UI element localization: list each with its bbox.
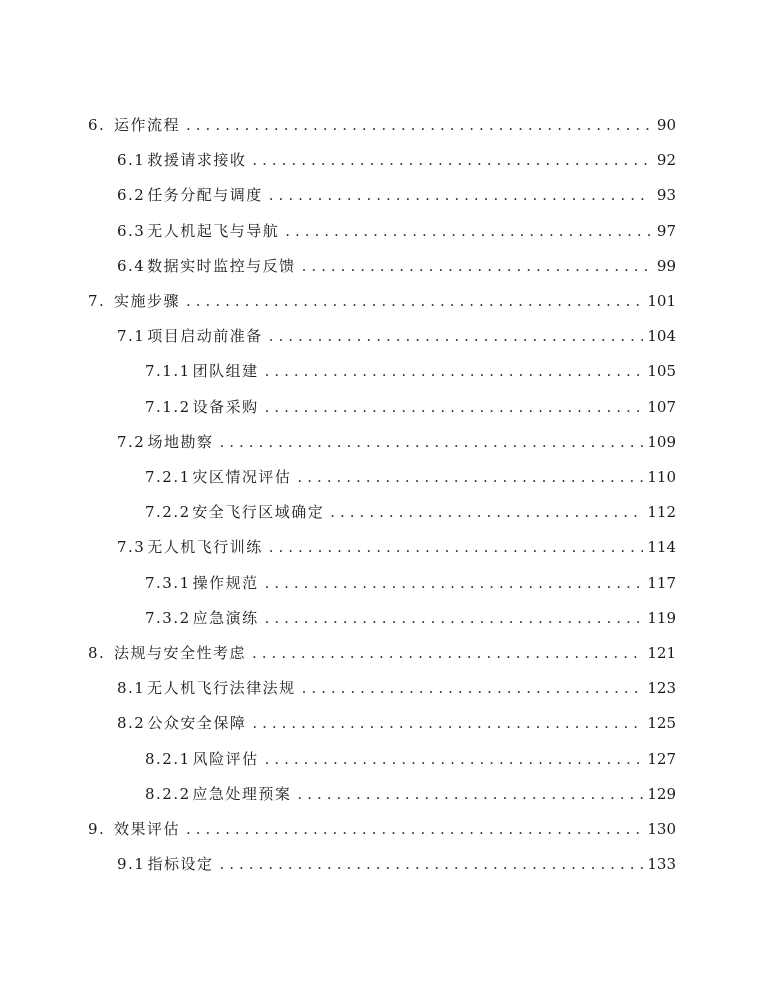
toc-entry-page-number: 104 — [647, 327, 676, 346]
toc-entry-title: 团队组建 — [192, 362, 259, 381]
toc-entry-page-number: 105 — [647, 362, 676, 381]
toc-entry-page-number: 97 — [656, 221, 676, 240]
toc-entry[interactable] — [117, 671, 676, 706]
toc-entry[interactable] — [117, 178, 676, 213]
toc-entry[interactable] — [145, 495, 676, 530]
toc-dot-leader — [219, 847, 643, 882]
toc-entry-number: 6.3 — [117, 221, 146, 240]
toc-dot-leader — [186, 812, 643, 847]
toc-entry-title: 法规与安全性考虑 — [114, 644, 247, 662]
toc-dot-leader — [330, 495, 643, 530]
toc-entry-number: 8.1 — [117, 679, 146, 698]
toc-dot-leader — [297, 460, 643, 495]
toc-entry[interactable] — [117, 214, 676, 249]
toc-entry-number: 7.2.2 — [145, 503, 191, 522]
toc-entry[interactable] — [145, 354, 676, 389]
toc-dot-leader — [302, 671, 644, 706]
toc-dot-leader — [265, 601, 644, 636]
toc-dot-leader — [269, 178, 650, 213]
toc-entry[interactable] — [88, 284, 676, 319]
toc-entry-number: 6.2 — [117, 186, 146, 205]
toc-entry-title: 任务分配与调度 — [147, 186, 263, 205]
toc-dot-leader — [265, 566, 644, 601]
toc-entry-number: 6. — [88, 116, 106, 134]
toc-entry-number: 7.1 — [117, 327, 146, 346]
toc-dot-leader — [252, 706, 643, 741]
toc-entry-page-number: 133 — [647, 855, 676, 874]
toc-dot-leader — [186, 108, 650, 143]
toc-entry[interactable] — [145, 742, 676, 777]
toc-entry-page-number: 123 — [647, 679, 676, 698]
toc-entry-number: 8.2 — [117, 714, 146, 733]
toc-entry[interactable] — [145, 390, 676, 425]
toc-entry-page-number: 117 — [647, 573, 676, 592]
toc-dot-leader — [252, 143, 650, 178]
toc-entry-page-number: 101 — [647, 292, 676, 310]
toc-entry[interactable] — [117, 847, 676, 882]
toc-entry-number: 7. — [88, 292, 106, 310]
toc-entry[interactable] — [88, 108, 676, 143]
toc-entry-title: 无人机飞行训练 — [147, 538, 263, 557]
toc-entry[interactable] — [117, 530, 676, 565]
toc-entry-title: 场地勘察 — [147, 432, 214, 451]
toc-dot-leader — [265, 390, 644, 425]
toc-entry-page-number: 130 — [647, 820, 676, 838]
toc-dot-leader — [269, 319, 644, 354]
toc-entry-title: 操作规范 — [192, 573, 259, 592]
toc-entry[interactable] — [117, 249, 676, 284]
toc-entry[interactable] — [145, 460, 676, 495]
toc-entry-title: 设备采购 — [192, 397, 259, 416]
toc-entry[interactable] — [117, 425, 676, 460]
toc-dot-leader — [269, 530, 644, 565]
toc-entry-page-number: 92 — [656, 151, 676, 170]
toc-entry-title: 实施步骤 — [114, 292, 181, 310]
toc-entry[interactable] — [117, 319, 676, 354]
toc-dot-leader — [252, 636, 643, 671]
toc-entry[interactable] — [145, 601, 676, 636]
toc-entry[interactable] — [117, 143, 676, 178]
toc-entry-page-number: 121 — [647, 644, 676, 662]
toc-entry-number: 7.3 — [117, 538, 146, 557]
toc-entry-title: 效果评估 — [114, 820, 181, 838]
toc-entry-number: 7.3.2 — [145, 608, 191, 627]
toc-entry-page-number: 99 — [656, 256, 676, 275]
toc-entry-page-number: 119 — [647, 608, 676, 627]
toc-entry-number: 7.2.1 — [145, 468, 191, 486]
toc-dot-leader — [265, 354, 644, 389]
toc-entry-page-number: 114 — [647, 538, 676, 557]
toc-entry-number: 7.1.1 — [145, 362, 191, 381]
toc-dot-leader — [265, 742, 644, 777]
toc-entry-title: 安全飞行区域确定 — [192, 503, 325, 522]
toc-entry-number: 6.4 — [117, 256, 146, 275]
toc-entry-number: 9.1 — [117, 855, 146, 874]
toc-entry[interactable] — [88, 812, 676, 847]
toc-entry-page-number: 127 — [647, 749, 676, 768]
toc-dot-leader — [302, 249, 650, 284]
toc-entry-number: 8.2.1 — [145, 749, 191, 768]
toc-entry-title: 指标设定 — [147, 855, 214, 874]
toc-entry-number: 7.3.1 — [145, 573, 191, 592]
toc-entry-title: 无人机起飞与导航 — [147, 221, 280, 240]
toc-entry-title: 应急演练 — [192, 608, 259, 627]
toc-entry-number: 7.2 — [117, 432, 146, 451]
toc-entry-number: 6.1 — [117, 151, 146, 170]
toc-entry[interactable] — [145, 777, 676, 812]
toc-entry-title: 公众安全保障 — [147, 714, 247, 733]
toc-entry-page-number: 107 — [647, 397, 676, 416]
toc-dot-leader — [285, 214, 650, 249]
toc-entry-page-number: 90 — [656, 116, 676, 134]
toc-entry[interactable] — [117, 706, 676, 741]
toc-entry-title: 风险评估 — [192, 749, 259, 768]
toc-dot-leader — [219, 425, 643, 460]
toc-entry-number: 7.1.2 — [145, 397, 191, 416]
toc-entry-title: 数据实时监控与反馈 — [147, 256, 296, 275]
toc-entry-page-number: 129 — [647, 784, 676, 803]
toc-entry[interactable] — [145, 566, 676, 601]
toc-entry-number: 8. — [88, 644, 106, 662]
toc-entry-page-number: 112 — [647, 503, 676, 522]
toc-entry-page-number: 109 — [647, 432, 676, 451]
toc-entry-title: 救援请求接收 — [147, 151, 247, 170]
toc-entry-title: 应急处理预案 — [192, 784, 292, 803]
toc-entry-title: 无人机飞行法律法规 — [147, 679, 296, 698]
toc-entry-title: 灾区情况评估 — [192, 468, 292, 486]
toc-entry-page-number: 110 — [647, 468, 676, 486]
toc-dot-leader — [186, 284, 643, 319]
toc-entry-number: 8.2.2 — [145, 784, 191, 803]
toc-entry-title: 运作流程 — [114, 116, 181, 134]
toc-entry-page-number: 125 — [647, 714, 676, 733]
toc-entry-title: 项目启动前准备 — [147, 327, 263, 346]
toc-entry-number: 9. — [88, 820, 106, 838]
toc-entry-page-number: 93 — [656, 186, 676, 205]
toc-entry[interactable] — [88, 636, 676, 671]
toc-dot-leader — [297, 777, 643, 812]
